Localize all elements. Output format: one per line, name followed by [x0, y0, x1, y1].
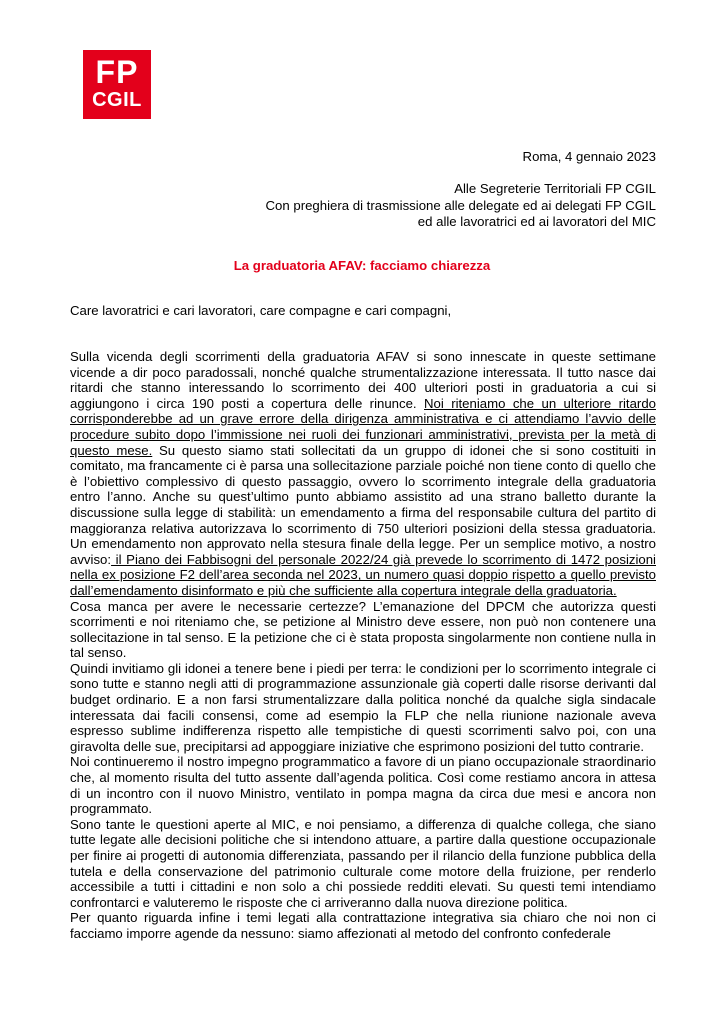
greeting: Care lavoratrici e cari lavoratori, care compagne e cari compagni, — [70, 303, 452, 318]
paragraph: Quindi invitiamo gli idonei a tenere bene i piedi per terra: le condizioni per lo scorrimento integrale ci sono tutte e stanno negli atti di programmazione assunzionale già coperti dalle risorse derivanti dal budget ordinario. E a non farsi strumentalizzare dalla politica nonché da qualche sigla sindacale interessata dai facili consensi, come ad esempio la FLP che nella riunione nazionale aveva espresso sublime indifferenza rispetto alle tempistiche di questi scorrimenti salvo poi, con una giravolta delle sue, precipitarsi ad appoggiare iniziative che esprimono posizioni del tutto contrarie. — [70, 660, 656, 754]
paragraph: Sono tante le questioni aperte al MIC, e noi pensiamo, a differenza di qualche collega, che siano tutte legate alle decisioni politiche che si intendono attuare, a partire dalla questione occupazionale per finire ai progetti di autonomia differenziata, passando per il rilancio della funzione pubblica della tutela e della conservazione del patrimonio culturale come motore della fruizione, per renderlo accessibile a tutti i cittadini e non solo a chi possiede redditi elevati. Su questi temi intendiamo confrontarci e valuteremo le risposte che ci arriveranno dalla nuova direzione politica. — [70, 816, 656, 910]
addressee-block — [266, 181, 656, 231]
logo-line-fp: FP — [95, 54, 139, 90]
letter-date: Roma, 4 gennaio 2023 — [522, 149, 656, 164]
underlined-text: il Piano dei Fabbisogni del personale 2022/24 già prevede lo scorrimento di 1472 posizioni nella ex posizione F2 dell’area seconda nel 2023, un numero quasi doppio rispetto a quello previsto dall’emendamento disinformato e più che sufficiente alla copertura integrale della graduatoria. — [70, 551, 656, 598]
underlined-text: Noi riteniamo che un ulteriore ritardo corrisponderebbe ad un grave errore della dirigenza amministrativa e ci attendiamo l’avvio delle procedure subito dopo l’immissione nei ruoli dei funzionari amministrativi, prevista per la metà di questo mese. — [70, 395, 656, 458]
paragraph-text: Su questo siamo stati sollecitati da un gruppo di idonei che si sono costituiti in comitato, ma francamente ci è parsa una sollecitazione parziale poiché non tiene conto di quello che è l’obiettivo complessivo di questo passaggio, ovvero lo scorrimento integrale della graduatoria entro l’anno. Anche su quest’ultimo punto abbiamo assistito ad una strano balletto durante la discussione sulla legge di stabilità: un emendamento a firma del responsabile cultura del partito di maggioranza relativa autorizzava lo scorrimento di 750 ulteriori posizioni della stessa graduatoria. Un emendamento non approvato nella stesura finale della legge. Per un semplice motivo, a nostro avviso: — [70, 442, 656, 567]
paragraph — [70, 349, 656, 599]
logo-line-cgil: CGIL — [92, 89, 142, 111]
letter-body — [70, 349, 656, 942]
paragraph-text: Sulla vicenda degli scorrimenti della graduatoria AFAV si sono innescate in queste settimane vicende a dir poco paradossali, nonché qualche strumentalizzazione interessata. Il tutto nasce dai ritardi che stanno interessando lo scorrimento dei 400 ulteriori posti in graduatoria a cui si aggiungono i circa 190 posti a copertura delle rinunce. — [70, 349, 656, 411]
paragraph: Cosa manca per avere le necessarie certezze? L’emanazione del DPCM che autorizza questi scorrimenti e noi riteniamo che, se petizione al Ministro deve essere, non può non contenere una sollecitazione in tal senso. E la petizione che ci è stata proposta singolarmente non contiene nulla in tal senso. — [70, 598, 656, 661]
document-title: La graduatoria AFAV: facciamo chiarezza — [233, 258, 491, 273]
paragraph: Per quanto riguarda infine i temi legati alla contrattazione integrativa sia chiaro che noi non ci facciamo imporre agende da nessuno: siamo affezionati al metodo del confronto confederale — [70, 910, 656, 941]
addressee-line: Alle Segreterie Territoriali FP CGIL — [454, 181, 656, 196]
addressee-line: ed alle lavoratrici ed ai lavoratori del MIC — [417, 214, 656, 229]
addressee-line: Con preghiera di trasmissione alle delegate ed ai delegati FP CGIL — [265, 197, 656, 213]
fp-cgil-logo — [83, 50, 151, 119]
paragraph: Noi continueremo il nostro impegno programmatico a favore di un piano occupazionale straordinario che, al momento risulta del tutto assente dall’agenda politica. Così come restiamo ancora in attesa di un incontro con il nuovo Ministro, ventilato in pompa magna da circa due mesi e ancora non programmato. — [70, 754, 656, 817]
